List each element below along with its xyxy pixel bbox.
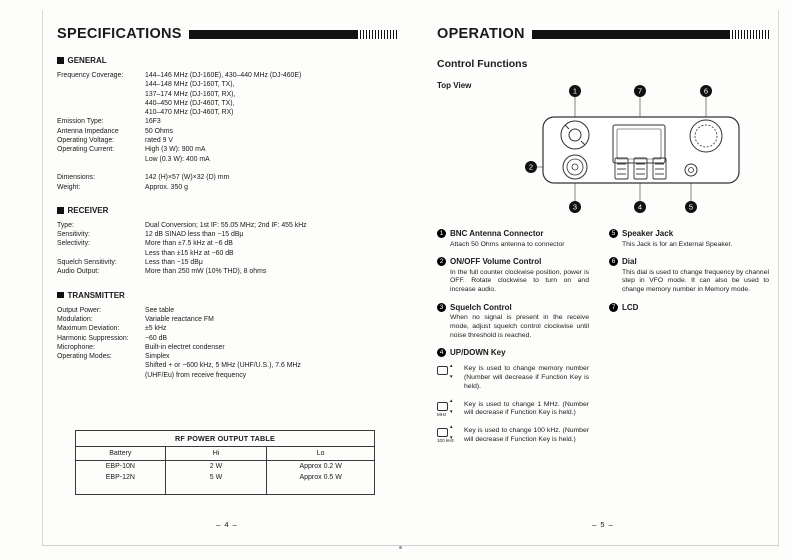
radio-body-outline — [543, 117, 739, 183]
spec-row — [57, 136, 397, 145]
spec-label — [57, 155, 145, 164]
spec-row — [57, 155, 397, 164]
key-label: MHz — [437, 412, 447, 418]
spec-label — [57, 108, 145, 117]
item-heading — [609, 303, 769, 312]
table-title: RF POWER OUTPUT TABLE — [76, 431, 375, 447]
spec-value: 137–174 MHz (DJ-160T, RX), — [145, 90, 236, 98]
control-functions-heading: Control Functions — [437, 58, 528, 70]
items-right-list — [609, 229, 769, 312]
spec-label: Audio Output: — [57, 268, 100, 276]
cell-battery: EBP-10N — [105, 463, 135, 471]
spec-label: Maximum Deviation: — [57, 325, 120, 333]
updown-key-row — [437, 401, 589, 418]
spec-label — [57, 99, 145, 108]
table-title-row — [76, 431, 375, 447]
item-title: Dial — [622, 257, 637, 267]
spec-value: 12 dB SINAD less than −15 dBμ — [145, 231, 244, 239]
square-bullet-icon — [57, 207, 64, 214]
control-function-item — [437, 229, 589, 249]
column-header-battery: Battery — [76, 447, 166, 461]
page-title: OPERATION — [437, 26, 525, 42]
callout-number: 3 — [572, 202, 578, 212]
spec-label: Antenna Impedance — [57, 127, 119, 135]
receiver-spec-rows — [57, 221, 397, 277]
spec-label: Sensitivity: — [57, 231, 90, 239]
item-number-badge: 4 — [437, 348, 446, 357]
title-bar — [532, 30, 729, 39]
spec-row — [57, 361, 397, 370]
rf-power-output-table — [75, 430, 375, 495]
item-description: This dial is used to change frequency by channel step in VFO mode. It can also be used to change memory number in Memory mode. — [622, 268, 769, 294]
page-number-left: – 4 – — [216, 520, 238, 529]
cell-battery: EBP-12N — [105, 474, 135, 482]
item-title: UP/DOWN Key — [450, 348, 506, 358]
spec-row — [57, 306, 397, 315]
spec-row — [57, 80, 397, 89]
updown-key-row — [437, 365, 589, 391]
item-number-badge: 3 — [437, 303, 446, 312]
spec-value: −60 dB — [145, 334, 168, 342]
spec-label: Type: — [57, 221, 74, 229]
spec-label: Squelch Sensitivity: — [57, 259, 117, 267]
item-heading — [437, 257, 589, 266]
item-number-badge: 5 — [609, 229, 618, 238]
spec-row — [57, 258, 397, 267]
control-function-item — [609, 257, 769, 295]
section-heading-label: TRANSMITTER — [67, 290, 125, 300]
item-description: When no signal is present in the receive mode, adjust squelch control clockwise until noise threshold is reached. — [450, 314, 589, 339]
spec-value: Approx. 350 g — [145, 183, 188, 191]
callout-number: 4 — [637, 202, 643, 212]
spec-value: ±5 kHz — [145, 325, 167, 333]
up-down-arrows-icon — [437, 402, 448, 411]
title-bar-hatch-icon — [729, 30, 769, 39]
item-description: In the full counter clockwise position, power is OFF. Rotate clockwise to turn on and increase audio. — [450, 268, 589, 294]
spec-value: 142 (H)×57 (W)×32 (D) mm — [145, 174, 230, 182]
spec-label: Modulation: — [57, 315, 93, 323]
spec-label: Operating Modes: — [57, 353, 112, 361]
table-row — [76, 461, 375, 473]
item-number-badge: 1 — [437, 229, 446, 238]
table-body — [76, 461, 375, 495]
spec-row — [57, 108, 397, 117]
item-number-badge: 2 — [437, 257, 446, 266]
item-title: Speaker Jack — [622, 229, 674, 238]
spec-label: Emission Type: — [57, 118, 104, 126]
item-description: Attach 50 Ohms antenna to connector — [450, 240, 565, 248]
callout-number: 7 — [637, 86, 643, 96]
item-heading — [609, 229, 769, 238]
spec-value — [145, 164, 397, 173]
spec-value: (UHF/Eu) from receive frequency — [145, 371, 247, 379]
specifications-page — [57, 26, 397, 495]
scan-edge-right — [778, 10, 779, 546]
top-view-diagram-row — [437, 79, 769, 219]
spec-label: Harmonic Suppression: — [57, 334, 129, 342]
section-heading-label: RECEIVER — [67, 205, 109, 215]
item-title: ON/OFF Volume Control — [450, 257, 542, 267]
column-header-hi: Hi — [165, 447, 267, 461]
spec-label: Selectivity: — [57, 240, 90, 248]
operation-header — [437, 26, 769, 42]
item-number-badge: 6 — [609, 257, 618, 266]
spec-value: More than 250 mW (10% THD), 8 ohms — [145, 268, 267, 276]
updown-key-description: Key is used to change 100 kHz. (Number will decrease if Function Key is held.) — [464, 426, 589, 443]
spec-label: Frequency Coverage: — [57, 72, 124, 79]
page-number-right: – 5 – — [592, 520, 614, 529]
control-function-item — [609, 229, 769, 249]
spec-label — [57, 361, 145, 370]
spec-row — [57, 164, 397, 173]
control-function-item — [609, 303, 769, 312]
radio-top-view-diagram — [513, 79, 763, 219]
page-title: SPECIFICATIONS — [57, 26, 182, 42]
table-header-row — [76, 447, 375, 461]
up-down-arrows-icon — [437, 428, 448, 437]
updown-key-icon — [437, 427, 457, 444]
item-description: This Jack is for an External Speaker. — [622, 240, 733, 248]
section-heading-receiver — [57, 206, 397, 215]
items-column-left — [437, 229, 589, 453]
updown-key-description: Key is used to change memory number (Number will decrease if Function Key is held). — [464, 365, 589, 390]
spec-row — [57, 90, 397, 99]
spec-row — [57, 99, 397, 108]
spec-row — [57, 173, 397, 182]
transmitter-spec-rows — [57, 306, 397, 380]
spec-value: Dual Conversion; 1st IF: 55.05 MHz; 2nd IF: 455 kHz — [145, 221, 307, 229]
spec-value: 440–450 MHz (DJ-460T, TX), — [145, 99, 235, 107]
spec-value: Variable reactance FM — [145, 315, 214, 323]
updown-key-icon — [437, 365, 457, 391]
items-column-right — [609, 229, 769, 453]
spec-value: Less than −15 dBμ — [145, 259, 203, 267]
updown-key-icon — [437, 401, 457, 418]
item-title: Squelch Control — [450, 302, 512, 312]
scan-edge-left — [42, 10, 43, 546]
spec-value: Simplex — [145, 353, 170, 361]
spec-row — [57, 145, 397, 154]
square-bullet-icon — [57, 292, 64, 299]
spec-value: 50 Ohms — [145, 127, 173, 135]
updown-key-list — [437, 365, 589, 444]
control-function-item — [437, 303, 589, 341]
item-heading — [609, 257, 769, 266]
spec-value: Low (0.3 W): 400 mA — [145, 155, 210, 163]
spec-value: rated 9 V — [145, 137, 173, 145]
up-down-arrows-icon — [437, 366, 448, 375]
spec-value: 144–146 MHz (DJ-160E), 430–440 MHz (DJ-460E) — [145, 72, 302, 79]
spec-label: Dimensions: — [57, 174, 95, 182]
callout-number: 6 — [703, 86, 709, 96]
spec-label: Weight: — [57, 183, 81, 191]
spec-label — [57, 90, 145, 99]
spec-value: Shifted + or −600 kHz, 5 MHz (UHF/U.S.), 7.6 MHz — [145, 362, 301, 370]
spec-row — [57, 183, 397, 192]
item-heading — [437, 348, 589, 357]
section-heading-label: GENERAL — [67, 56, 107, 65]
spec-row — [57, 230, 397, 239]
spec-row — [57, 315, 397, 324]
spec-value: High (3 W): 900 mA — [145, 146, 206, 154]
spec-value: 144–148 MHz (DJ-160T, TX), — [145, 81, 235, 89]
spec-label — [57, 80, 145, 89]
spec-row — [57, 239, 397, 248]
spec-row — [57, 221, 397, 230]
item-number-badge: 7 — [609, 303, 618, 312]
spec-row — [57, 127, 397, 136]
spec-row — [57, 249, 397, 258]
updown-key-description: Key is used to change 1 MHz. (Number will decrease if Function Key is held.) — [464, 400, 589, 417]
item-title: BNC Antenna Connector — [450, 229, 544, 238]
spec-value: 16F3 — [145, 118, 161, 126]
spec-row — [57, 117, 397, 126]
scan-edge-bottom — [42, 545, 779, 546]
cell-lo: Approx 0.2 W — [267, 461, 375, 473]
spec-label: Operating Current: — [57, 146, 115, 154]
spec-value: 410–470 MHz (DJ-460T, RX) — [145, 109, 234, 117]
spec-row — [57, 267, 397, 276]
spec-label: Operating Voltage: — [57, 137, 115, 145]
title-bar — [189, 30, 357, 39]
key-label: 100 kHz — [437, 438, 454, 444]
spec-row — [57, 343, 397, 352]
operation-page — [437, 26, 769, 453]
cell-hi: 2 W — [165, 461, 267, 473]
spec-value: More than ±7.5 kHz at −6 dB — [145, 240, 233, 248]
control-function-item — [437, 257, 589, 295]
spec-label — [57, 371, 145, 380]
spec-row — [57, 352, 397, 361]
control-function-items — [437, 229, 769, 453]
spec-row — [57, 324, 397, 333]
section-heading-transmitter — [57, 291, 397, 300]
callout-number: 5 — [688, 202, 694, 212]
callout-number: 2 — [528, 162, 534, 172]
spec-label — [57, 164, 145, 173]
callout-number: 1 — [572, 86, 578, 96]
column-header-lo: Lo — [267, 447, 375, 461]
table-row — [76, 472, 375, 495]
scan-speck — [399, 546, 402, 549]
spec-label — [57, 249, 145, 258]
spec-row — [57, 371, 397, 380]
spec-label: Output Power: — [57, 306, 102, 314]
control-function-item — [437, 348, 589, 357]
spec-value: Built-in electret condenser — [145, 343, 225, 351]
title-bar-hatch-icon — [357, 30, 397, 39]
cell-hi: 5 W — [165, 472, 267, 495]
spec-label: Microphone: — [57, 343, 95, 351]
updown-key-row — [437, 427, 589, 444]
general-spec-rows — [57, 71, 397, 192]
top-view-label: Top View — [437, 81, 472, 90]
item-heading — [437, 229, 589, 238]
section-heading-general — [57, 56, 397, 65]
items-left-list — [437, 229, 589, 357]
item-heading — [437, 303, 589, 312]
spec-value: Less than ±15 kHz at −60 dB — [145, 249, 234, 257]
specifications-header — [57, 26, 397, 42]
spec-value: See table — [145, 306, 175, 314]
spec-row — [57, 334, 397, 343]
spec-row — [57, 71, 397, 80]
cell-lo: Approx 0.5 W — [267, 472, 375, 495]
item-title: LCD — [622, 302, 639, 312]
square-bullet-icon — [57, 57, 64, 64]
